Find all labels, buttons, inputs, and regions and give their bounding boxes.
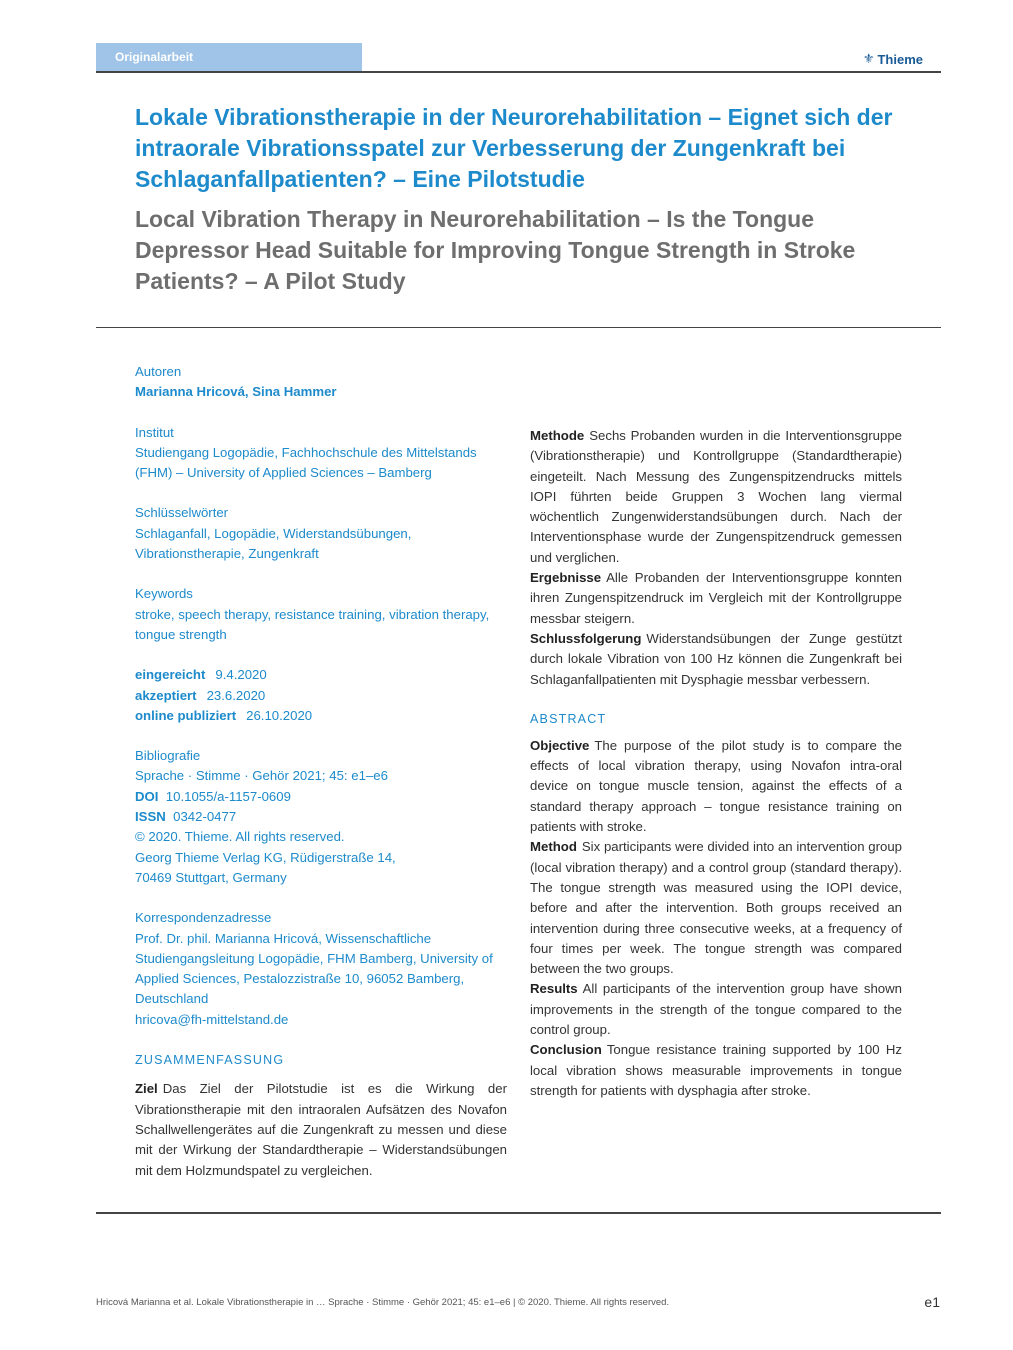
institut-text: Studiengang Logopädie, Fachhochschule des Mittelstands (FHM) – University of Applied Sciences – Bamberg (135, 444, 477, 481)
thieme-logo-icon: ⚜ (862, 51, 875, 66)
ziel-paragraph (135, 1079, 507, 1180)
conclusion-label: Conclusion (530, 1042, 602, 1058)
title-english: Local Vibration Therapy in Neurorehabilitation – Is the Tongue Depressor Head Suitable for Improving Tongue Strength in Stroke Patients? – A Pilot Study (135, 206, 856, 294)
header-rule (96, 71, 941, 73)
issn-value: 0342-0477 (173, 809, 237, 825)
results-paragraph (530, 979, 902, 1040)
bibliografie-label: Bibliografie (135, 748, 201, 764)
objective-paragraph (530, 736, 902, 837)
methode-text: Sechs Probanden wurden in die Interventionsgruppe (Vibrationstherapie) und Kontrollgruppe (Standardtherapie) eingeteilt. Nach Messung des Zungenspitzendrucks mittels IOPI führten beide Gruppen 3 Wochen lang viermal wöchentlich Zungenwiderstandsübungen durch. Nach der Interventionsphase wurde der Zungenspitzendruck gemessen und verglichen. (530, 428, 902, 565)
method-label: Method (530, 839, 577, 855)
schluesselwoerter-block (135, 503, 507, 564)
methode-label: Methode (530, 428, 585, 443)
schluesselwoerter-text: Schlaganfall, Logopädie, Widerstandsübungen, Vibrationstherapie, Zungenkraft (135, 525, 412, 562)
institut-label: Institut (135, 424, 174, 440)
submitted-date: 9.4.2020 (215, 667, 267, 683)
copyright: © 2020. Thieme. All rights reserved. (135, 829, 345, 845)
methode-paragraph (530, 426, 902, 568)
results-text: All participants of the intervention group have shown improvements in the strength of the tongue compared to the control group. (530, 981, 902, 1038)
results-label: Results (530, 981, 578, 997)
ergebnisse-paragraph (530, 568, 902, 629)
bibliografie-block (135, 746, 507, 888)
schluss-paragraph (530, 629, 902, 690)
page-number: e1 (924, 1294, 940, 1310)
doi-link[interactable]: 10.1055/a-1157-0609 (165, 788, 291, 804)
accepted-date: 23.6.2020 (206, 687, 266, 703)
footer-divider (96, 1212, 941, 1214)
journal-citation: Sprache · Stimme · Gehör 2021; 45: e1–e6 (135, 768, 388, 784)
keywords-label: Keywords (135, 586, 193, 602)
korrespondenz-address: Prof. Dr. phil. Marianna Hricová, Wissenschaftliche Studiengangsleitung Logopädie, FHM Bamberg, University of Applied Sciences, Pestalozzistraße 10, 96052 Bamberg, Deutschland (135, 930, 493, 1007)
keywords-text: stroke, speech therapy, resistance training, vibration therapy, tongue strength (135, 606, 490, 642)
brand-name: Thieme (877, 51, 923, 67)
dates-block (135, 665, 507, 726)
doi-label: DOI (135, 788, 159, 804)
korrespondenz-block (135, 908, 507, 1030)
institut-block (135, 423, 507, 484)
authors-block (135, 362, 507, 403)
submitted-label: eingereicht (135, 667, 206, 683)
title-german: Lokale Vibrationstherapie in der Neurorehabilitation – Eignet sich der intraorale Vibrationsspatel zur Verbesserung der Zungenkraft bei Schlaganfallpatienten? – Eine Pilotstudie (135, 104, 893, 192)
accepted-label: akzeptiert (135, 687, 197, 703)
footer-citation: Hricová Marianna et al. Lokale Vibrationstherapie in … Sprache · Stimme · Gehör 2021; 45: e1–e6 | © 2020. Thieme. All rights reserved. (96, 1297, 670, 1308)
ziel-text: Das Ziel der Pilotstudie ist es die Wirkung der Vibrationstherapie mit den intraoralen Aufsätzen des Novafon Schallwellengerätes auf die Zungenkraft zu messen und diese mit der Wirkung der Standardtherapie – Widerstandsübungen mit dem Holzmundspatel zu vergleichen. (135, 1081, 507, 1178)
korrespondenz-label: Korrespondenzadresse (135, 910, 272, 926)
authors-label: Autoren (135, 364, 182, 379)
abstract-column (530, 426, 902, 1101)
publisher-address: Georg Thieme Verlag KG, Rüdigerstraße 14, 70469 Stuttgart, Germany (135, 849, 396, 885)
schluss-label: Schlussfolgerung (530, 630, 642, 646)
schluesselwoerter-label: Schlüsselwörter (135, 505, 229, 521)
conclusion-paragraph (530, 1040, 902, 1101)
published-label: online publiziert (135, 707, 237, 723)
schluss-text: Widerstandsübungen der Zunge gestützt durch lokale Vibration von 100 Hz können die Zungenkraft bei Schlaganfallpatienten mit Dysphagie messbar verbessern. (530, 630, 902, 687)
ergebnisse-text: Alle Probanden der Interventionsgruppe konnten ihren Zungenspitzendruck im Vergleich mit der Kontrollgruppe messbar steigern. (530, 570, 902, 626)
authors-names: Marianna Hricová, Sina Hammer (135, 384, 337, 400)
zusammenfassung-heading: ZUSAMMENFASSUNG (135, 1053, 285, 1068)
title-divider (96, 327, 941, 328)
section-label: Originalarbeit (96, 43, 362, 72)
method-text: Six participants were divided into an intervention group (local vibration therapy) and a control group (standard therapy). The tongue strength was measured using the IOPI device, before and after the intervention. Both groups received an intervention during three consecutive weeks, at a frequency of four times per week. The tongue strength was compared between the two groups. (530, 839, 902, 977)
ziel-label: Ziel (135, 1081, 158, 1097)
published-date: 26.10.2020 (246, 707, 313, 723)
objective-text: The purpose of the pilot study is to compare the effects of local vibration therapy, using Novafon intra-oral device on tongue muscle tension, against the effects of a standard therapy approach – tongue resistance training on patients with stroke. (530, 737, 902, 835)
objective-label: Objective (530, 737, 590, 753)
method-paragraph (530, 837, 902, 979)
abstract-heading: ABSTRACT (530, 711, 607, 726)
correspondence-email[interactable]: hricova@fh-mittelstand.de (135, 1011, 289, 1027)
conclusion-text: Tongue resistance training supported by 100 Hz local vibration shows measurable improvements in tongue strength for patients with dysphagia after stroke. (530, 1042, 902, 1098)
ergebnisse-label: Ergebnisse (530, 570, 602, 586)
issn-label: ISSN (135, 809, 166, 825)
keywords-block (135, 584, 507, 645)
article-info-column (135, 362, 507, 1181)
publisher-logo (863, 51, 923, 67)
